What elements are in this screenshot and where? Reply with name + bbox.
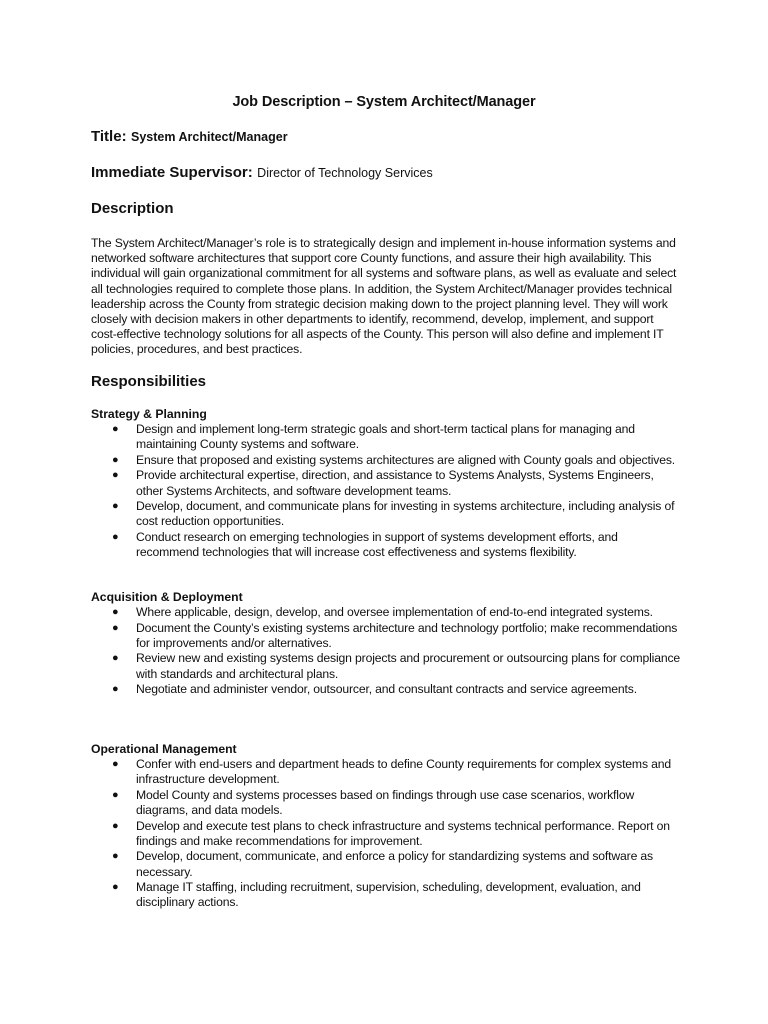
bullet-list (91, 757, 681, 911)
list-item-text: Confer with end-users and department heads to define County requirements for complex systems and infrastructure development. (136, 757, 672, 787)
list-item (91, 880, 681, 910)
bullet-icon: ● (112, 500, 119, 513)
description-paragraph: The System Architect/Manager’s role is to strategically design and implement in-house information systems and networked software architectures that support core County functions, and assure their high availability. This individual will gain organizational commitment for all systems and software plans, as well as evaluate and select all technologies required to complete those plans. In addition, the System Architect/Manager provides technical leadership across the County from strategic decision making down to the project planning level. They will work closely with decision makers in other departments to identify, recommend, develop, implement, and support cost-effective technology solutions for all aspects of the County. This person will also define and implement IT policies, procedures, and best practices. (91, 236, 677, 357)
document-heading: Job Description – System Architect/Manager (232, 94, 536, 110)
bullet-icon: ● (112, 423, 119, 435)
list-item-text: Provide architectural expertise, direction, and assistance to Systems Analysts, Systems Engineers, other Systems Architects, and software development teams. (136, 468, 654, 498)
group-title: Operational Management (91, 742, 237, 756)
bullet-icon: ● (112, 758, 119, 770)
bullet-icon: ● (112, 819, 119, 832)
list-item (91, 453, 681, 468)
title-field (91, 128, 288, 146)
list-item-text: Review new and existing systems design projects and procurement or outsourcing plans for compliance with standards and architectural plans. (136, 651, 681, 681)
responsibility-group-operational-management (91, 742, 681, 911)
bullet-icon: ● (112, 881, 119, 894)
list-item-text: Document the County’s existing systems architecture and technology portfolio; make recommendations for improvements and/or alternatives. (136, 620, 678, 650)
title-value: System Architect/Manager (131, 130, 288, 144)
list-item (91, 757, 681, 787)
bullet-icon: ● (112, 652, 119, 665)
bullet-icon: ● (112, 606, 119, 618)
list-item-text: Manage IT staffing, including recruitment, supervision, scheduling, development, evaluation, and disciplinary actions. (136, 880, 641, 910)
title-label: Title: (91, 128, 127, 145)
bullet-icon: ● (112, 621, 119, 634)
list-item-text: Where applicable, design, develop, and oversee implementation of end-to-end integrated systems. (136, 605, 653, 619)
supervisor-label: Immediate Supervisor: (91, 164, 253, 181)
responsibility-group-acquisition-deployment (91, 590, 681, 698)
list-item-text: Design and implement long-term strategic goals and short-term tactical plans for managing and maintaining County systems and software. (136, 422, 635, 452)
description-heading: Description (91, 200, 174, 217)
list-item (91, 819, 681, 849)
list-item-text: Develop and execute test plans to check infrastructure and systems technical performance. Report on findings and make recommendations for improvement. (136, 818, 670, 848)
responsibilities-heading: Responsibilities (91, 373, 207, 390)
bullet-icon: ● (112, 530, 119, 543)
list-item-text: Develop, document, and communicate plans for investing in systems architecture, including analysis of cost reduction opportunities. (136, 499, 675, 529)
list-item (91, 651, 681, 681)
list-item (91, 422, 681, 452)
list-item (91, 530, 681, 560)
list-item (91, 682, 681, 697)
bullet-icon: ● (112, 788, 119, 801)
bullet-icon: ● (112, 683, 119, 696)
bullet-icon: ● (112, 453, 119, 466)
supervisor-value: Director of Technology Services (257, 166, 433, 180)
bullet-icon: ● (112, 469, 119, 482)
list-item (91, 468, 681, 498)
group-title: Strategy & Planning (91, 407, 207, 421)
list-item-text: Develop, document, communicate, and enforce a policy for standardizing systems and software as necessary. (136, 849, 654, 879)
list-item (91, 621, 681, 651)
group-title: Acquisition & Deployment (91, 590, 243, 604)
bullet-list (91, 422, 681, 560)
bullet-list (91, 605, 681, 697)
responsibility-group-strategy-planning (91, 407, 681, 561)
bullet-icon: ● (112, 850, 119, 863)
list-item-text: Ensure that proposed and existing systems architectures are aligned with County goals and objectives. (136, 452, 676, 467)
list-item (91, 499, 681, 529)
list-item-text: Model County and systems processes based on findings through use case scenarios, workflow diagrams, and data models. (136, 787, 635, 817)
list-item-text: Negotiate and administer vendor, outsourcer, and consultant contracts and service agreements. (136, 682, 637, 697)
list-item (91, 788, 681, 818)
supervisor-field (91, 164, 433, 182)
list-item (91, 849, 681, 879)
list-item (91, 605, 681, 620)
list-item-text: Conduct research on emerging technologies in support of systems development efforts, and recommend technologies that will increase cost effectiveness and systems flexibility. (136, 529, 618, 560)
